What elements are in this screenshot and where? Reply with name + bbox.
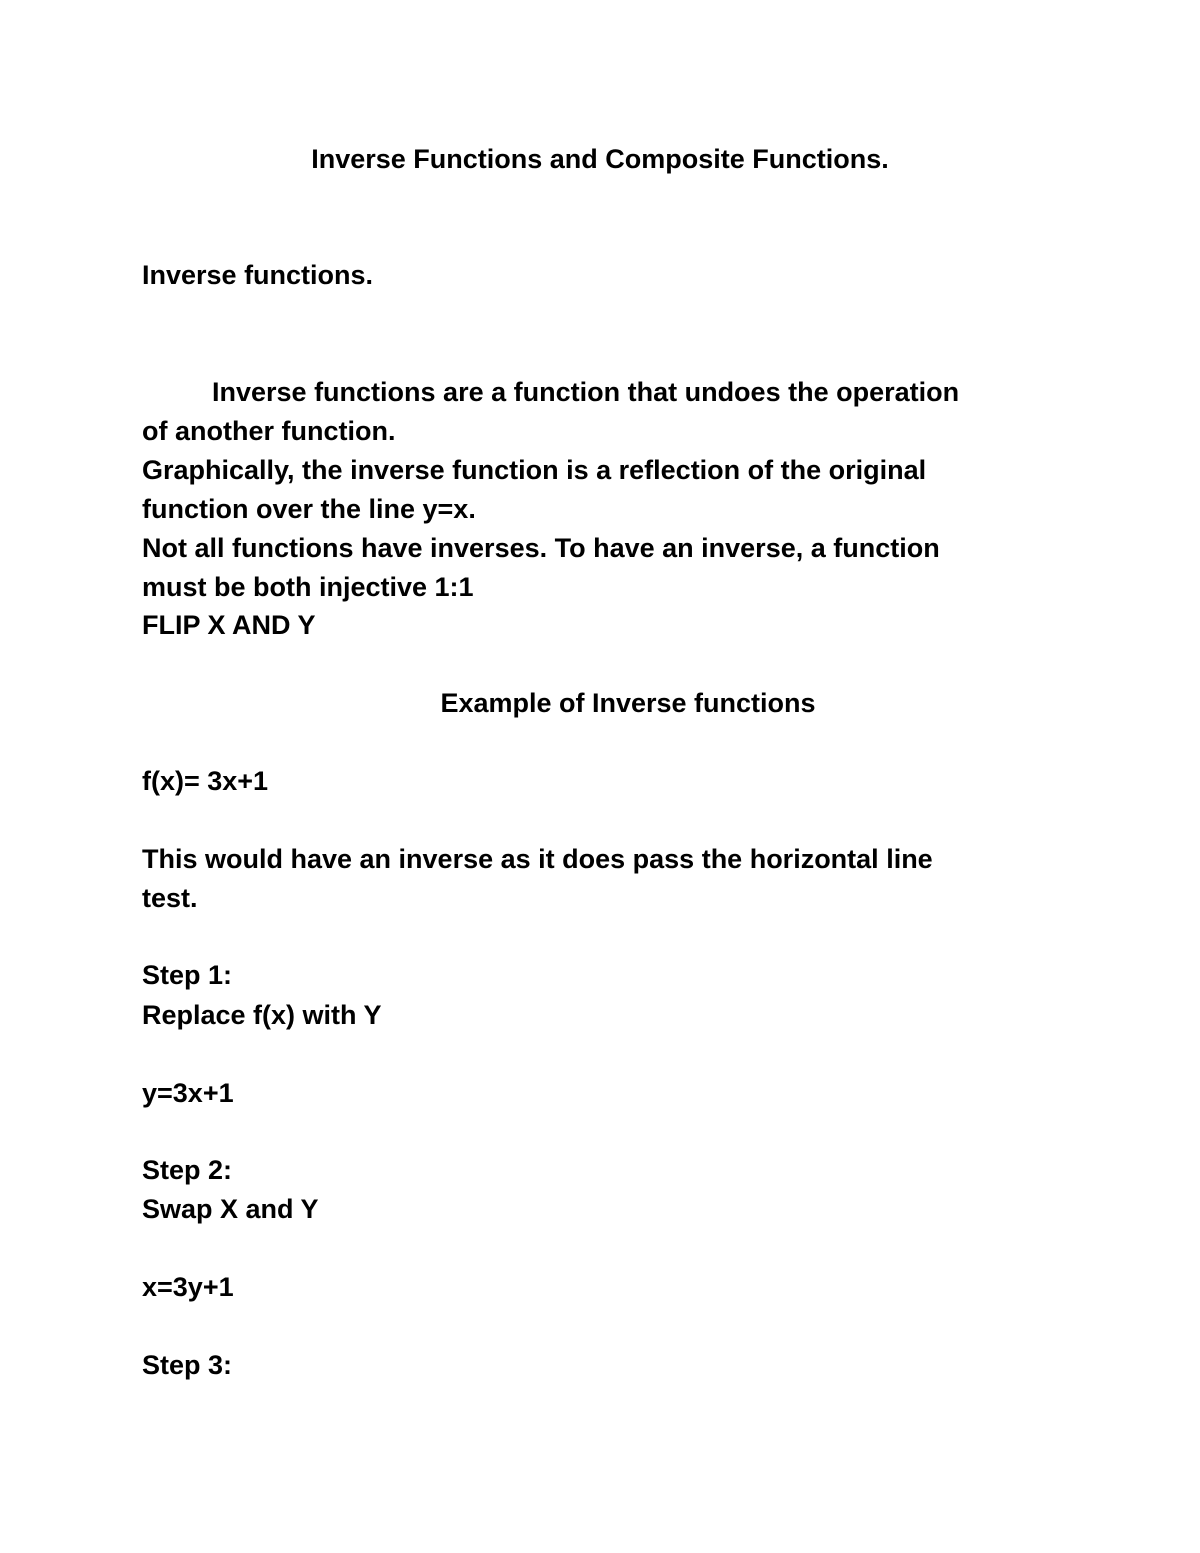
explanation-line: test. [142,883,198,913]
step1-equation: y=3x+1 [142,1078,234,1108]
document-title: Inverse Functions and Composite Functions. [311,144,889,174]
step1-text: Replace f(x) with Y [142,1000,382,1030]
step1-label: Step 1: [142,960,233,990]
paragraph-line: FLIP X AND Y [142,610,316,640]
paragraph-line: of another function. [142,416,396,446]
example-heading: Example of Inverse functions [440,688,816,718]
paragraph-line: must be both injective 1:1 [142,572,474,602]
explanation-line: This would have an inverse as it does pass the horizontal line [142,844,933,874]
step3-label: Step 3: [142,1350,233,1380]
step2-label: Step 2: [142,1155,233,1185]
paragraph-line: Inverse functions are a function that undoes the operation [212,377,960,407]
step2-text: Swap X and Y [142,1194,319,1224]
paragraph-line: Not all functions have inverses. To have an inverse, a function [142,533,940,563]
section-heading: Inverse functions. [142,260,374,290]
paragraph-line: function over the line y=x. [142,494,476,524]
function-definition: f(x)= 3x+1 [142,766,269,796]
step2-equation: x=3y+1 [142,1272,234,1302]
paragraph-line: Graphically, the inverse function is a reflection of the original [142,455,927,485]
